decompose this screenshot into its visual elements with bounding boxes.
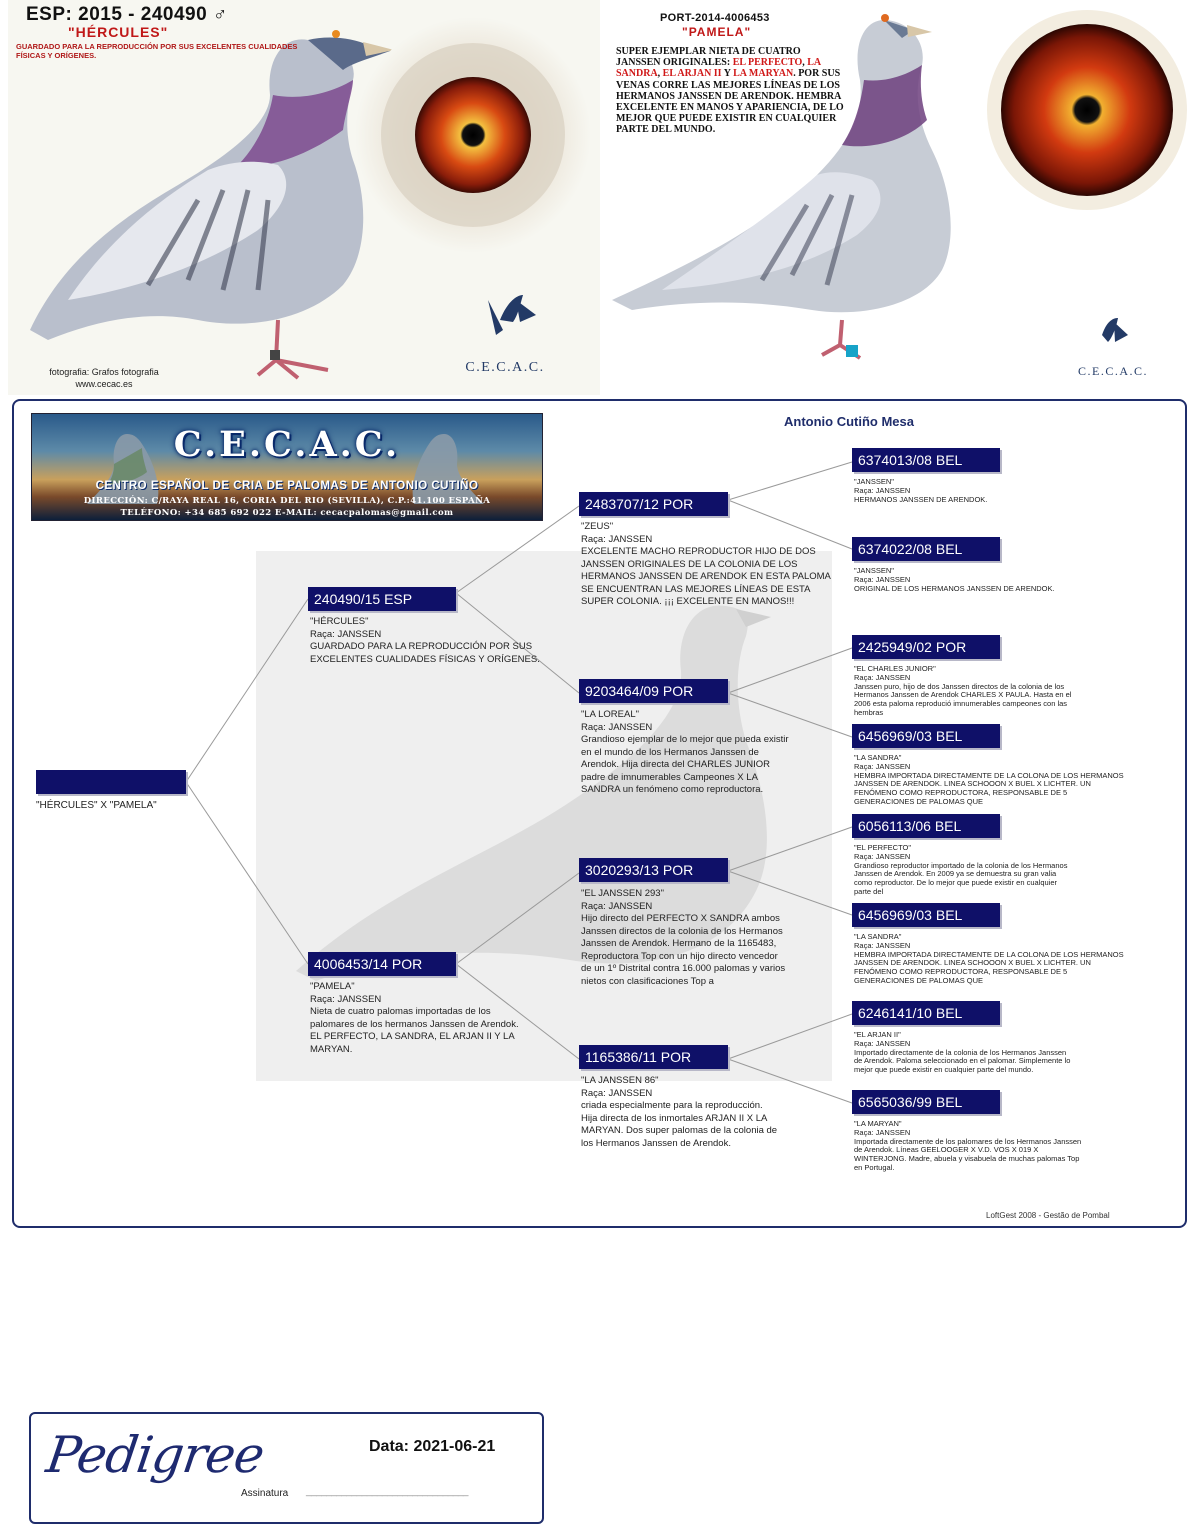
bird-name: "JANSSEN" xyxy=(854,566,894,575)
bird-race: Raça: JANSSEN xyxy=(581,721,653,733)
bird-race: Raça: JANSSEN xyxy=(854,851,911,861)
cecac-logo-text: C.E.C.A.C. xyxy=(1077,364,1148,378)
bird-race: Raça: JANSSEN xyxy=(854,672,911,682)
bird-notes: Grandioso reproductor importado de la colonia de los Hermanos Janssen de Arendok. En 2009 ya se demuestra su gran valia como reproductor. De lo mejor que puede existir en cualquier parte del xyxy=(854,860,1068,896)
sire-sire-info xyxy=(581,521,843,609)
pamela-ring-number: PORT-2014-4006453 xyxy=(660,12,770,24)
bird-race: Raça: JANSSEN xyxy=(310,628,382,640)
dam-info xyxy=(310,981,526,1056)
bird-race: Raça: JANSSEN xyxy=(310,993,382,1005)
bird-notes: HEMBRA IMPORTADA DIRECTAMENTE DE LA COLONA DE LOS HERMANOS JANSSEN DE ARENDOK. LINEA SCHOOON X BUEL X LICHTER. UN FENÓMENO COMO REPRODUCTORA, RESPONSABLE DE 5 GENERACIONES DE PALOMAS QUE xyxy=(854,770,1124,806)
pamela-desc-highlight: LA MARYAN xyxy=(733,68,794,80)
bird-race: Raça: JANSSEN xyxy=(854,485,911,495)
cecac-logo-text: C.E.C.A.C. xyxy=(465,360,545,375)
bird-name: "LA MARYAN" xyxy=(854,1119,902,1128)
bird-name: "EL PERFECTO" xyxy=(854,843,912,852)
bird-race: Raça: JANSSEN xyxy=(854,1127,911,1137)
gg3-info xyxy=(854,665,1079,719)
bird-name: "HÉRCULES" xyxy=(310,616,369,627)
gg5-ring-box[interactable]: 6056113/06 BEL xyxy=(852,814,1000,838)
sire-sire-ring-box[interactable]: 2483707/12 POR xyxy=(579,492,728,516)
hercules-poster xyxy=(8,0,600,395)
pamela-desc-text: SUPER EJEMPLAR NIETA DE CUATRO JANSSEN ORIGINALES: xyxy=(616,46,801,69)
bird-name: "PAMELA" xyxy=(310,981,355,992)
pamela-desc-highlight: EL PERFECTO xyxy=(732,57,803,69)
bird-name: "LA SANDRA" xyxy=(854,753,902,762)
bird-name: "EL ARJAN II" xyxy=(854,1030,901,1039)
bird-name: "LA SANDRA" xyxy=(854,932,902,941)
bird-notes: Importada directamente de los palomares de los Hermanos Janssen de Arendok. Líneas GEELOOGER X V.D. VOS X 019 X WINTERJONG. Madre, abuela y visabuela de muchas palomas Top en Portugal. xyxy=(854,1136,1082,1172)
subject-label: "HÉRCULES" X "PAMELA" xyxy=(36,800,157,811)
bird-name: "LA JANSSEN 86" xyxy=(581,1075,659,1086)
bird-notes: Nieta de cuatro palomas importadas de los palomares de los hermanos Janssen de Arendok. EL PERFECTO, LA SANDRA, EL ARJAN II Y LA MARYAN. xyxy=(310,1006,519,1055)
bird-race: Raça: JANSSEN xyxy=(854,761,911,771)
club-address: DIRECCIÓN: C/RAYA REAL 16, CORIA DEL RIO (SEVILLA), C.P.:41.100 ESPAÑA xyxy=(83,496,491,506)
hercules-name: "HÉRCULES" xyxy=(68,24,169,40)
dam-ring-box[interactable]: 4006453/14 POR xyxy=(308,952,456,976)
bird-race: Raça: JANSSEN xyxy=(854,940,911,950)
hercules-ring-number: ESP: 2015 - 240490 ♂ xyxy=(26,4,228,25)
pedigree-sheet xyxy=(12,399,1187,1499)
dam-sire-info xyxy=(581,888,791,1016)
gg7-ring-box[interactable]: 6246141/10 BEL xyxy=(852,1001,1000,1025)
cecac-logo-left xyxy=(460,358,550,376)
bird-notes: EXCELENTE MACHO REPRODUCTOR HIJO DE DOS JANSSEN ORIGINALES DE LA COLONIA DE LOS HERMANOS JANSSEN DE ARENDOK EN ESTA PALOMA SE ENCUENTRAN LAS MEJORES LÍNEAS DE ESTA SUPER COLONIA. ¡¡¡ EXCELENTE EN MANOS!!! xyxy=(581,546,831,607)
software-credit: LoftGest 2008 - Gestão de Pombal xyxy=(986,1211,1110,1220)
pamela-desc-highlight: EL ARJAN II xyxy=(662,68,722,80)
bird-name: "ZEUS" xyxy=(581,521,614,532)
bird-race: Raça: JANSSEN xyxy=(854,1038,911,1048)
dam-dam-info xyxy=(581,1075,781,1150)
bird-race: Raça: JANSSEN xyxy=(854,574,911,584)
gg8-info xyxy=(854,1120,1082,1173)
bird-name: "LA LOREAL" xyxy=(581,709,639,720)
gg4-info xyxy=(854,754,1129,808)
photo-credit-text: fotografia: Grafos fotografia xyxy=(49,367,159,377)
gg2-ring-box[interactable]: 6374022/08 BEL xyxy=(852,537,1000,561)
bird-race: Raça: JANSSEN xyxy=(581,533,653,545)
bird-notes: ORIGINAL DE LOS HERMANOS JANSSEN DE ARENDOK. xyxy=(854,583,1055,593)
bird-race: Raça: JANSSEN xyxy=(581,900,653,912)
photo-credit xyxy=(34,366,174,390)
bird-notes: GUARDADO PARA LA REPRODUCCIÓN POR SUS EXCELENTES CUALIDADES FÍSICAS Y ORÍGENES. xyxy=(310,641,540,665)
hercules-description: GUARDADO PARA LA REPRODUCCIÓN POR SUS EXCELENTES CUALIDADES FÍSICAS Y ORÍGENES. xyxy=(16,42,298,60)
gg5-info xyxy=(854,844,1069,898)
dam-sire-ring-box[interactable]: 3020293/13 POR xyxy=(579,858,728,882)
bird-notes: Hijo directo del PERFECTO X SANDRA ambos Janssen directos de la colonia de los Hermanos Janssen de Arendok. Hermano de la 1165483, Reproductora Top con un hijo directo vencedor de un 1º Distrital contra 16.000 palomas y varios nietos con clasificaciones Top a xyxy=(581,913,786,987)
club-title: C.E.C.A.C. xyxy=(173,424,401,465)
bird-name: "EL CHARLES JUNIOR" xyxy=(854,664,936,673)
pamela-poster xyxy=(602,0,1194,395)
sire-info xyxy=(310,616,560,666)
sire-ring-box[interactable]: 240490/15 ESP xyxy=(308,587,456,611)
club-contact: TELÉFONO: +34 685 692 022 E-MAIL: cecacpalomas@gmail.com xyxy=(120,508,454,518)
bird-name: "EL JANSSEN 293" xyxy=(581,888,664,899)
dam-dam-ring-box[interactable]: 1165386/11 POR xyxy=(579,1045,728,1069)
signature-line: ________________________________ xyxy=(306,1486,468,1497)
gg2-info xyxy=(854,567,1154,593)
gg6-info xyxy=(854,933,1129,987)
sire-dam-info xyxy=(581,709,796,797)
gg7-info xyxy=(854,1031,1076,1075)
gg1-info xyxy=(854,478,1094,504)
pamela-desc-text: , xyxy=(657,68,663,80)
pamela-desc-highlight: LA SANDRA xyxy=(616,57,821,80)
website-text: www.cecac.es xyxy=(75,379,133,389)
gg4-ring-box[interactable]: 6456969/03 BEL xyxy=(852,724,1000,748)
pamela-desc-text: , xyxy=(802,57,808,69)
club-subtitle: CENTRO ESPAÑOL DE CRIA DE PALOMAS DE ANTONIO CUTIÑO xyxy=(95,480,479,492)
bird-race: Raça: JANSSEN xyxy=(581,1087,653,1099)
pamela-name: "PAMELA" xyxy=(682,25,752,39)
pamela-desc-text: Y xyxy=(721,68,734,80)
gg6-ring-box[interactable]: 6456969/03 BEL xyxy=(852,903,1000,927)
pedigree-date: Data: 2021-06-21 xyxy=(369,1438,496,1455)
bird-notes: criada especialmente para la reproducción. Hija directa de los inmortales ARJAN II X LA MARYAN. Dos super palomas de la colonia de los Hermanos Janssen de Arendok. xyxy=(581,1100,778,1149)
bird-name: "JANSSEN" xyxy=(854,477,894,486)
bird-notes: Importado directamente de la colonia de los Hermanos Janssen de Arendok. Paloma seleccionado en el palomar. Simplemente lo mejor que puede existir en cualquier parte del mundo. xyxy=(854,1047,1071,1075)
gg3-ring-box[interactable]: 2425949/02 POR xyxy=(852,635,1000,659)
sire-dam-ring-box[interactable]: 9203464/09 POR xyxy=(579,679,728,703)
bird-notes: HEMBRA IMPORTADA DIRECTAMENTE DE LA COLONA DE LOS HERMANOS JANSSEN DE ARENDOK. LINEA SCHOOON X BUEL X LICHTER. UN FENÓMENO COMO REPRODUCTORA, RESPONSABLE DE 5 GENERACIONES DE PALOMAS QUE xyxy=(854,949,1124,985)
pamela-description xyxy=(616,46,844,136)
signature-label: Assinatura xyxy=(241,1488,289,1499)
breeder-name: Antonio Cutiño Mesa xyxy=(784,414,914,429)
bird-notes: HERMANOS JANSSEN DE ARENDOK. xyxy=(854,494,988,504)
bird-notes: Grandioso ejemplar de lo mejor que pueda existir en el mundo de los Hermanos Janssen de Arendok. Hija directa del CHARLES JUNIOR padre de imnumerables Campeones X LA SANDRA un fenómeno como reproductora. xyxy=(581,734,789,795)
gg1-ring-box[interactable]: 6374013/08 BEL xyxy=(852,448,1000,472)
subject-ring-box[interactable] xyxy=(36,770,186,794)
bird-notes: Janssen puro, hijo de dos Janssen directos de la colonia de los Hermanos Janssen de Arendok CHARLES X PAULA. Hasta en el 2006 esta paloma reprodució imnumerables campeones con las hembras xyxy=(854,681,1072,717)
pedigree-title: Pedigree xyxy=(42,1426,268,1484)
pamela-desc-text: . POR SUS VENAS CORRE LAS MEJORES LÍNEAS DE LOS HERMANOS JANSSEN DE ARENDOK. HEMBRA EXCELENTE EN MANOS Y APARIENCIA, DE LO MEJOR QUE PUEDE EXISTIR EN CUALQUIER PARTE DEL MUNDO. xyxy=(616,68,844,136)
pedigree-footer-card xyxy=(29,1412,544,1524)
gg8-ring-box[interactable]: 6565036/99 BEL xyxy=(852,1090,1000,1114)
cecac-logo-right xyxy=(1068,362,1158,379)
